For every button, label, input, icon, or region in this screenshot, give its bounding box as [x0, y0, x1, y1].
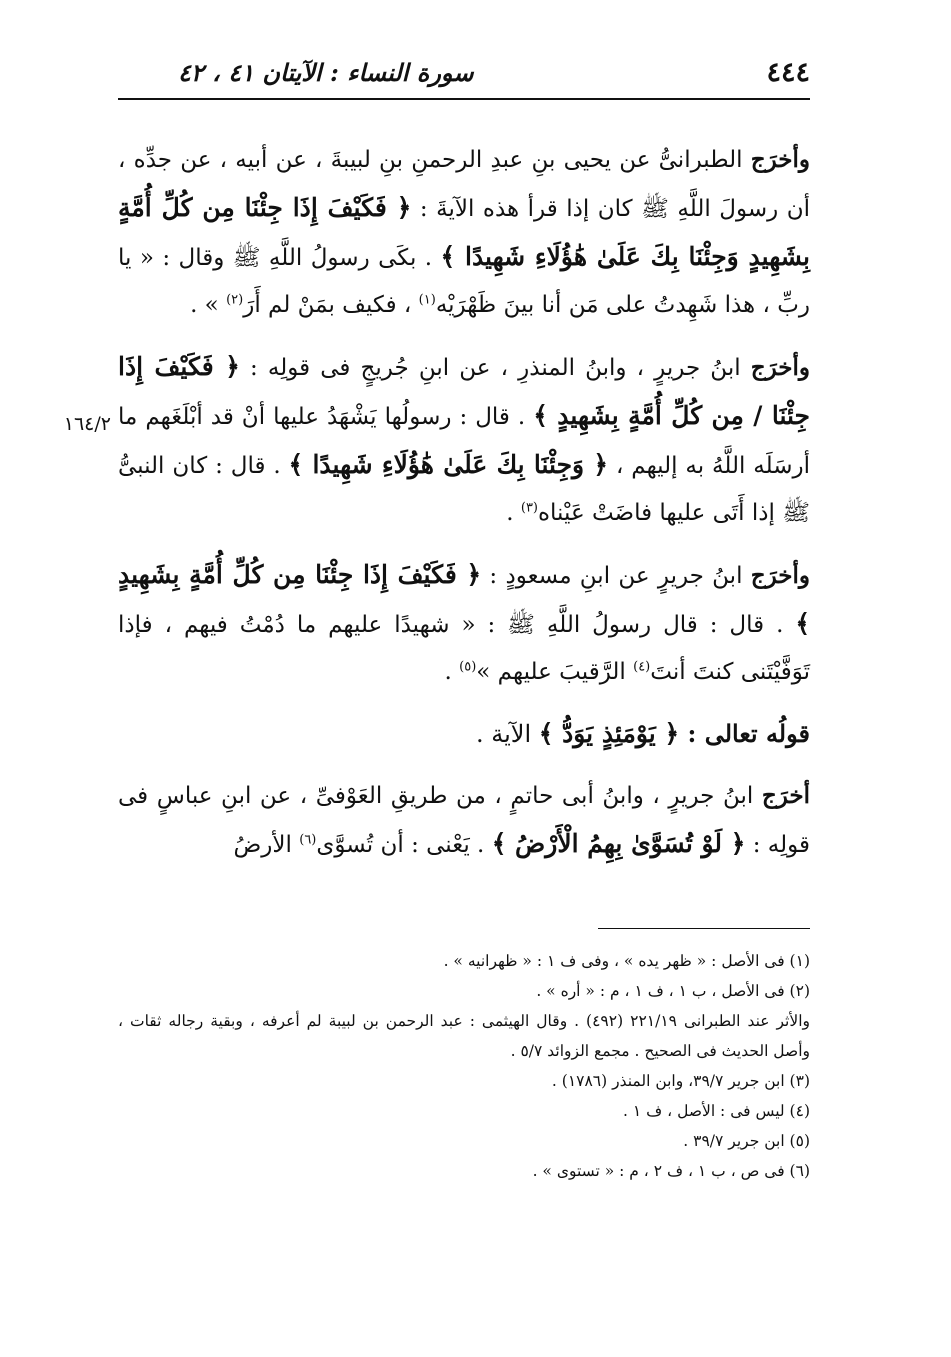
paragraph-text: ابنُ جريرٍ ، وابنُ أبى حاتمٍ ، من طريقِ العَوْفىِّ ، عن ابنِ عباسٍ فى قولِه :	[118, 783, 810, 858]
paragraph-2	[118, 343, 810, 537]
footnote-rule	[598, 928, 810, 929]
section-heading	[118, 710, 810, 758]
quran-verse: ﴿ لَوْ تُسَوَّىٰ بِهِمُ الْأَرْضُ ﴾	[491, 829, 746, 858]
paragraph-4	[118, 772, 810, 869]
footnote-5: (٥) ابن جرير ٣٩/٧ .	[683, 1132, 810, 1150]
paragraph-lead: أخرَج	[761, 782, 810, 809]
paragraph-text: .	[506, 500, 521, 526]
paragraph-text: ابنُ جريرٍ ، وابنُ المنذرِ ، عن ابنِ جُريجٍ فى قولِه :	[239, 355, 751, 381]
footnote-marker[interactable]: (٦)	[299, 832, 317, 848]
paragraph-text: الرَّقيبَ عليهم »	[476, 659, 634, 685]
footnotes	[118, 946, 810, 1186]
paragraph-lead: وأخرَج	[750, 562, 810, 589]
main-text	[118, 136, 810, 883]
paragraph-text: . يَعْنى : أن تُسوَّى	[316, 832, 492, 858]
footnote-1: (١) فى الأصل : « ظهر يده » ، وفى ف ١ : « ظهرانيه » .	[443, 952, 810, 970]
paragraph-text: الطبرانىُّ عن يحيى بنِ عبدِ الرحمنِ بنِ لبيبةَ ، عن أبيه ، عن جدِّه ، أن رسولَ اللَّهِ ﷺ كان إذا قرأ هذه الآيةَ :	[118, 147, 810, 222]
heading-tail: الآية .	[475, 720, 539, 748]
heading-label: قولُه تعالى :	[679, 719, 810, 748]
footnote-marker[interactable]: (٢)	[226, 292, 244, 308]
footnote-marker[interactable]: (٤)	[633, 659, 651, 675]
quran-verse: ﴿ فَكَيْفَ إِذَا جِئْنَا / مِن كُلِّ أُمَّةٍ بِشَهِيدٍ ﴾	[118, 352, 810, 430]
paragraph-text: .	[444, 659, 460, 685]
paragraph-text: الأرضُ	[233, 832, 300, 858]
header-rule	[118, 98, 810, 100]
footnote-3: (٣) ابن جرير ٣٩/٧، وابن المنذر (١٧٨٦) .	[551, 1072, 810, 1090]
paragraph-text: . قال : قال رسولُ اللَّهِ ﷺ : « شهيدًا عليهم ما دُمْتُ فيهم ، فإذا تَوَفَّيْتَنى كنتَ أنتَ	[118, 612, 810, 685]
footnote-marker[interactable]: (٥)	[459, 659, 477, 675]
page-header	[118, 52, 810, 92]
footnote-marker[interactable]: (٣)	[520, 500, 538, 516]
footnote-marker[interactable]: (١)	[418, 292, 436, 308]
paragraph-text: » .	[190, 292, 227, 318]
running-title: سورة النساء : الآيتان ٤١ ، ٤٢	[178, 57, 474, 87]
footnote-6: (٦) فى ص ، ب ١ ، ف ٢ ، م : « تستوى » .	[532, 1162, 810, 1180]
paragraph-text: . قال : رسولُها يَشْهَدُ عليها أنْ قد أبْلَغَهم ما أرسَلَه اللَّهُ به إليهم ،	[118, 404, 810, 479]
quran-verse: ﴿ فَكَيْفَ إِذَا جِئْنَا مِن كُلِّ أُمَّةٍ بِشَهِيدٍ ﴾	[118, 560, 810, 638]
paragraph-1	[118, 136, 810, 329]
paragraph-lead: وأخرَج	[750, 146, 810, 173]
paragraph-lead: وأخرَج	[750, 354, 811, 381]
quran-verse: ﴿ يَوْمَئِذٍ يَوَدُّ ﴾	[538, 719, 680, 748]
footnote-4: (٤) ليس فى : الأصل ، ف ١ .	[623, 1102, 810, 1120]
paragraph-text: ، فكيف بمَنْ لم أَرَ	[243, 292, 419, 318]
page-number: ٤٤٤	[766, 56, 810, 88]
paragraph-text: . قال : كان النبىُّ ﷺ إذا أَتَى عليها فاضَتْ عَيْناه	[118, 453, 810, 526]
footnote-2: (٢) فى الأصل ، ب ١ ، ف ١ ، م : « أره » .	[536, 982, 810, 1000]
margin-reference: ١٦٤/٢	[63, 413, 111, 435]
paragraph-text: . بكَى رسولُ اللَّهِ ﷺ وقال : « يا ربِّ ، هذا شَهِدتُ على مَن أنا بينَ ظَهْرَيْه	[118, 245, 810, 318]
quran-verse: ﴿ فَكَيْفَ إِذَا جِئْنَا مِن كُلِّ أُمَّةٍ بِشَهِيدٍ وَجِئْنَا بِكَ عَلَىٰ هَٰؤُلَاءِ شَهِيدًا ﴾	[118, 193, 810, 271]
footnote-2-note: والأثر عند الطبرانى ٢٢١/١٩ (٤٩٢) . وقال الهيثمى : عبد الرحمن بن لبيبة لم أعرفه ، وبقية رجاله ثقات ، وأصل الحديث فى الصحيح . مجمع الزوائد ٥/٧ .	[118, 1012, 810, 1060]
quran-verse: ﴿ وَجِئْنَا بِكَ عَلَىٰ هَٰؤُلَاءِ شَهِيدًا ﴾	[288, 450, 609, 479]
paragraph-text: ابنُ جريرٍ عن ابنِ مسعودٍ :	[481, 563, 751, 589]
paragraph-3	[118, 551, 810, 696]
